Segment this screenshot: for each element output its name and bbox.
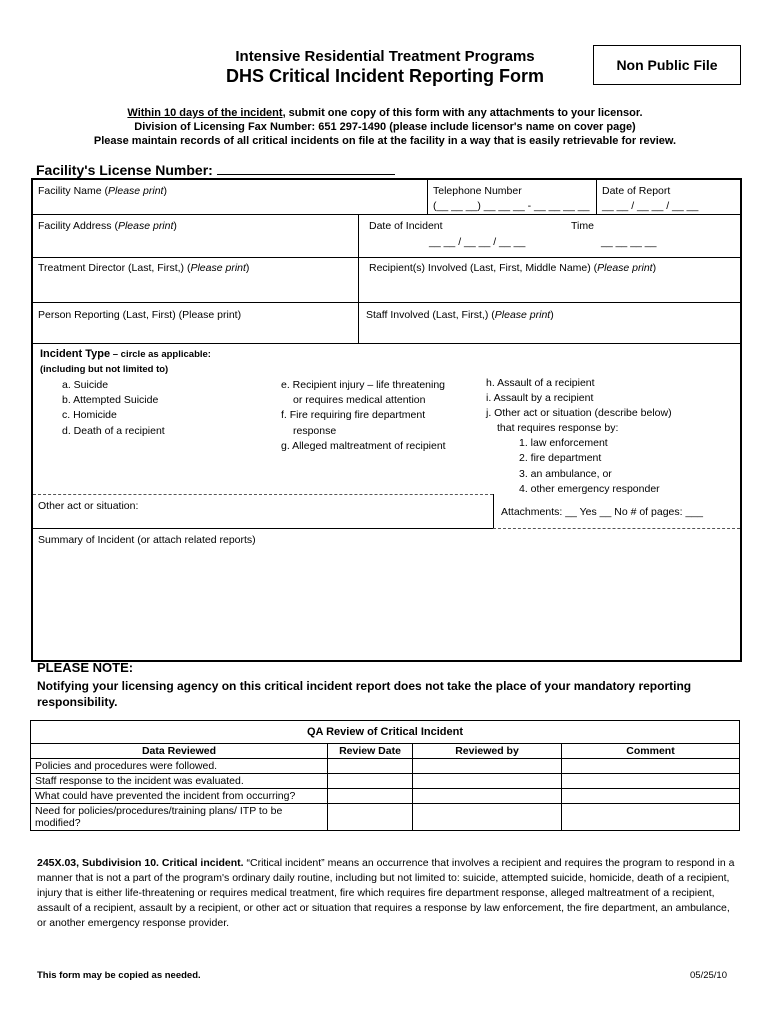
incident-option[interactable]: i. Assault by a recipient	[486, 392, 594, 404]
qa-header: Reviewed by	[413, 744, 562, 759]
incident-option[interactable]: g. Alleged maltreatment of recipient	[281, 440, 446, 452]
comment-cell[interactable]	[562, 789, 740, 804]
person-reporting-field[interactable]: Person Reporting (Last, First) (Please print)	[38, 309, 242, 321]
review-date-cell[interactable]	[328, 759, 413, 774]
table-row	[31, 759, 740, 774]
review-date-cell[interactable]	[328, 789, 413, 804]
qa-title: QA Review of Critical Incident	[31, 721, 740, 744]
non-public-file-box: Non Public File	[593, 45, 741, 85]
qa-data-reviewed: What could have prevented the incident from occurring?	[31, 789, 328, 804]
incident-suboption[interactable]: 1. law enforcement	[519, 437, 608, 449]
other-act-field[interactable]: Other act or situation:	[38, 500, 139, 512]
table-row	[31, 774, 740, 789]
comment-cell[interactable]	[562, 774, 740, 789]
instruction-line-3: Please maintain records of all critical incidents on file at the facility in a way that is easily retrievable for review.	[93, 135, 677, 147]
summary-field[interactable]: Summary of Incident (or attach related reports)	[38, 534, 256, 546]
incident-option[interactable]: d. Death of a recipient	[62, 425, 165, 437]
table-row	[31, 804, 740, 831]
qa-header: Review Date	[328, 744, 413, 759]
program-name: Intensive Residential Treatment Programs	[235, 48, 535, 65]
incident-suboption[interactable]: 2. fire department	[519, 452, 602, 464]
telephone-label: Telephone Number	[433, 185, 522, 197]
incident-option[interactable]: h. Assault of a recipient	[486, 377, 595, 389]
date-of-incident-field[interactable]: __ __ / __ __ / __ __	[429, 236, 526, 248]
qa-data-reviewed: Need for policies/procedures/training plans/ ITP to be modified?	[31, 804, 328, 831]
qa-data-reviewed: Policies and procedures were followed.	[31, 759, 328, 774]
incident-option-cont: response	[293, 425, 337, 437]
facility-name-field[interactable]: Facility Name (Please print)	[38, 185, 167, 197]
treatment-director-field[interactable]: Treatment Director (Last, First,) (Please print)	[38, 262, 250, 274]
incident-form-box	[31, 178, 742, 662]
review-date-cell[interactable]	[328, 774, 413, 789]
table-row	[31, 789, 740, 804]
statute-definition: 245X.03, Subdivision 10. Critical incident. “Critical incident” means an occurrence that involves a recipient and requires the program to respond in a manner that is not a part of the program's ordinary daily routine, including but not limited to: suicide, attempted suicide, homicide, death of a recipient, injury that is either life-threatening or requires medical treatment, fire which requires fire department response, alleged maltreatment of a recipient, assault of a recipient, assault by a recipient, or other act or situation that requires a response by law enforcement, the fire department, an ambulance, or another emergency response provider.	[37, 857, 735, 929]
please-note-heading: PLEASE NOTE:	[37, 660, 134, 675]
reviewed-by-cell[interactable]	[413, 774, 562, 789]
incident-option-cont: or requires medical attention	[293, 394, 426, 406]
incident-type-subheading: (including but not limited to)	[40, 364, 169, 375]
review-date-cell[interactable]	[328, 804, 413, 831]
incident-option[interactable]: b. Attempted Suicide	[62, 394, 159, 406]
qa-review-table	[30, 720, 740, 831]
license-number-field[interactable]: Facility's License Number:	[36, 162, 395, 178]
footer-copy-note: This form may be copied as needed.	[37, 970, 201, 981]
reviewed-by-cell[interactable]	[413, 759, 562, 774]
date-of-report-label: Date of Report	[602, 185, 671, 197]
reviewed-by-cell[interactable]	[413, 789, 562, 804]
qa-header: Data Reviewed	[31, 744, 328, 759]
footer-date: 05/25/10	[690, 970, 727, 981]
telephone-field[interactable]: (__ __ __) __ __ __ - __ __ __ __	[433, 200, 590, 212]
incident-suboption[interactable]: 4. other emergency responder	[519, 483, 660, 495]
incident-option-cont: that requires response by:	[497, 422, 619, 434]
instruction-line-1: Within 10 days of the incident, submit one copy of this form with any attachments to your licensor.	[127, 107, 643, 119]
date-of-report-field[interactable]: __ __ / __ __ / __ __	[602, 200, 699, 212]
qa-data-reviewed: Staff response to the incident was evaluated.	[31, 774, 328, 789]
date-of-incident-label: Date of Incident	[369, 220, 443, 232]
staff-involved-field[interactable]: Staff Involved (Last, First,) (Please print)	[366, 309, 554, 321]
form-title: DHS Critical Incident Reporting Form	[225, 66, 545, 86]
time-field[interactable]: __ __ __ __	[601, 236, 657, 248]
license-number-blank[interactable]	[217, 162, 395, 175]
qa-header: Comment	[562, 744, 740, 759]
incident-option[interactable]: a. Suicide	[62, 379, 109, 391]
comment-cell[interactable]	[562, 759, 740, 774]
incident-type-heading: Incident Type – circle as applicable:	[40, 348, 211, 360]
recipients-involved-field[interactable]: Recipient(s) Involved (Last, First, Middle Name) (Please print)	[369, 262, 657, 274]
reviewed-by-cell[interactable]	[413, 804, 562, 831]
incident-option[interactable]: e. Recipient injury – life threatening	[281, 379, 446, 391]
attachments-field[interactable]: Attachments: __ Yes __ No # of pages: ___	[501, 506, 703, 518]
incident-option[interactable]: j. Other act or situation (describe below)	[486, 407, 672, 419]
please-note-text: Notifying your licensing agency on this critical incident report does not take the place of your mandatory reporting responsibility.	[37, 679, 692, 709]
incident-option[interactable]: c. Homicide	[62, 409, 117, 421]
incident-option[interactable]: f. Fire requiring fire department	[281, 409, 426, 421]
incident-suboption[interactable]: 3. an ambulance, or	[519, 468, 612, 480]
facility-address-field[interactable]: Facility Address (Please print)	[38, 220, 177, 232]
comment-cell[interactable]	[562, 804, 740, 831]
time-label: Time	[571, 220, 594, 232]
instruction-line-2: Division of Licensing Fax Number: 651 297-1490 (please include licensor's name on cover page)	[134, 121, 636, 133]
